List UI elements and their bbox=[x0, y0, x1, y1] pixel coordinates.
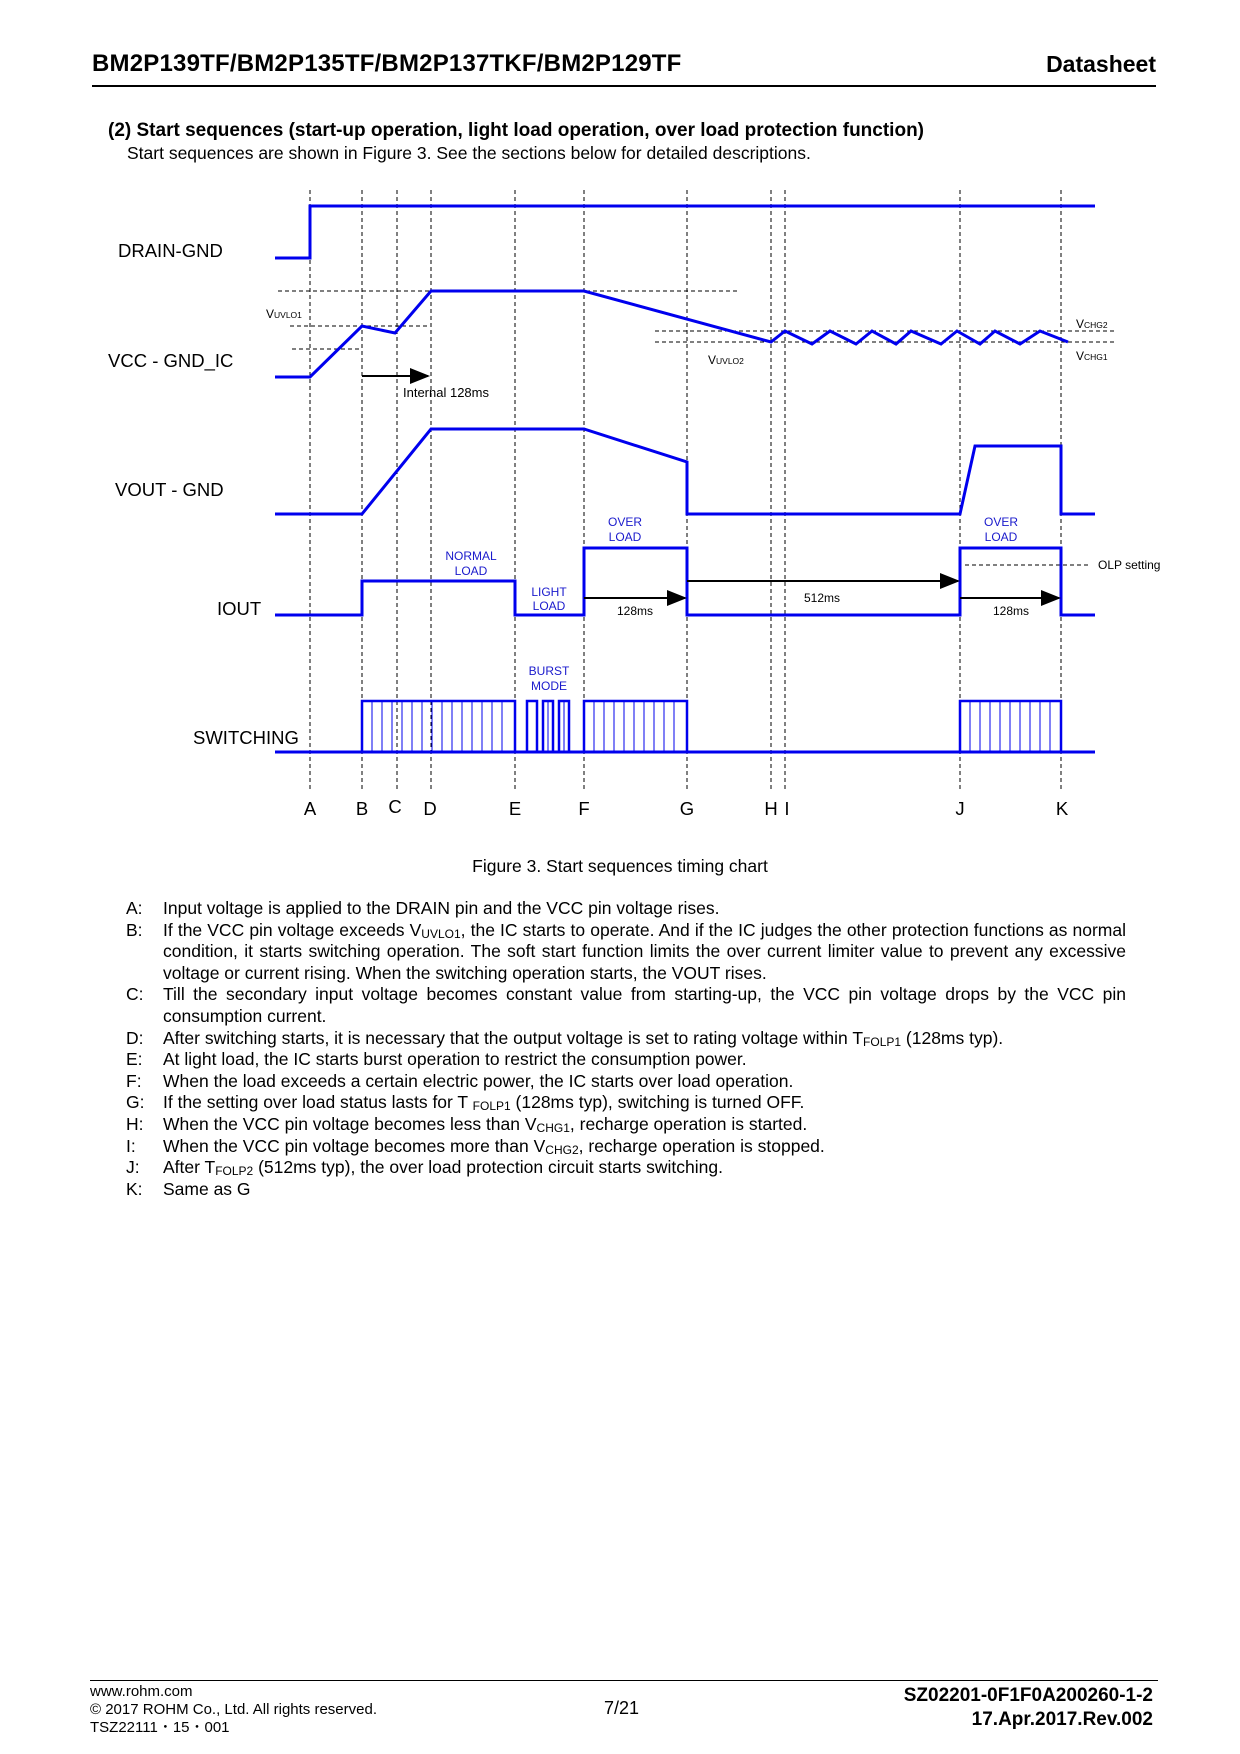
footer-copyright: © 2017 ROHM Co., Ltd. All rights reserved. bbox=[90, 1701, 377, 1718]
sequence-step bbox=[126, 1114, 1126, 1136]
label-over-load-1a: OVER bbox=[607, 515, 643, 529]
figure-caption: Figure 3. Start sequences timing chart bbox=[472, 856, 768, 876]
sequence-step bbox=[126, 1071, 1126, 1093]
label-timer-128ms-2: 128ms bbox=[993, 604, 1030, 618]
vcc-trace bbox=[275, 291, 1068, 377]
footer-right bbox=[904, 1684, 1153, 1732]
sequence-step-text bbox=[163, 1092, 1126, 1114]
text-run: When the VCC pin voltage becomes less than V bbox=[163, 1113, 537, 1134]
label-normal-load-2: LOAD bbox=[454, 564, 488, 578]
sequence-step bbox=[126, 920, 1126, 985]
text-run: After T bbox=[163, 1157, 216, 1178]
marker-c: C bbox=[388, 796, 402, 817]
text-run: When the load exceeds a certain electric power, the IC starts over load operation. bbox=[163, 1070, 794, 1091]
sequence-step-text bbox=[163, 1049, 1126, 1071]
subscript: FOLP1 bbox=[863, 1034, 902, 1049]
text-run: , recharge operation is started. bbox=[569, 1113, 808, 1134]
text-run: , the IC starts to operate. And if the IC judges the other protection functions as normal condition, it starts switching operation. The soft start function limits the over current limiter value to prevent any excessive voltage or current rising. When the switching operation starts, the VOUT rises. bbox=[163, 919, 1127, 983]
section-intro: Start sequences are shown in Figure 3. See the sections below for detailed descriptions. bbox=[127, 143, 811, 163]
sequence-step-label: K: bbox=[126, 1178, 143, 1199]
marker-e: E bbox=[508, 798, 522, 819]
footer-revision: 17.Apr.2017.Rev.002 bbox=[971, 1709, 1153, 1730]
sequence-step bbox=[126, 1049, 1126, 1071]
sequence-step-text bbox=[163, 898, 1126, 920]
datasheet-header-title: BM2P139TF/BM2P135TF/BM2P137TKF/BM2P129TF bbox=[92, 50, 682, 77]
text-run: If the setting over load status lasts for T bbox=[163, 1092, 473, 1113]
text-run: , recharge operation is stopped. bbox=[578, 1135, 825, 1156]
subscript: CHG2 bbox=[545, 1142, 579, 1157]
label-over-load-2b: LOAD bbox=[984, 530, 1018, 544]
sequence-step-text bbox=[163, 1114, 1126, 1136]
label-timer-512ms: 512ms bbox=[804, 591, 841, 605]
sequence-step-text bbox=[163, 1028, 1126, 1050]
sequence-step-text bbox=[163, 920, 1126, 985]
footer-website[interactable]: www.rohm.com bbox=[90, 1683, 193, 1700]
page-number: 7/21 bbox=[604, 1698, 640, 1718]
switching-burst-2 bbox=[584, 701, 687, 752]
drain-gnd-trace bbox=[275, 206, 1095, 258]
label-normal-load-1: NORMAL bbox=[445, 549, 497, 563]
marker-g: G bbox=[679, 798, 695, 819]
vout-trace bbox=[275, 429, 1095, 514]
sequence-step bbox=[126, 1028, 1126, 1050]
subscript: FOLP1 bbox=[472, 1099, 511, 1114]
sequence-description-list bbox=[126, 898, 1126, 1200]
sequence-step-label: C: bbox=[126, 984, 144, 1005]
subscript: CHG1 bbox=[536, 1120, 570, 1135]
label-vcc-gnd-ic: VCC - GND_IC bbox=[108, 350, 234, 371]
label-over-load-1b: LOAD bbox=[608, 530, 642, 544]
label-vchg2: VCHG2 bbox=[1076, 317, 1108, 331]
switching-burst-1 bbox=[362, 701, 515, 752]
label-over-load-2a: OVER bbox=[983, 515, 1019, 529]
label-timer-128ms-1: 128ms bbox=[617, 604, 654, 618]
label-vout-gnd: VOUT - GND bbox=[115, 479, 224, 500]
sequence-step-label: A: bbox=[126, 898, 143, 918]
sequence-step-text bbox=[163, 1136, 1126, 1158]
label-vchg1: VCHG1 bbox=[1076, 349, 1108, 363]
label-internal-128ms: Internal 128ms bbox=[403, 385, 489, 400]
subscript: UVLO1 bbox=[421, 926, 461, 941]
text-run: Same as G bbox=[163, 1178, 251, 1199]
label-drain-gnd: DRAIN-GND bbox=[118, 240, 223, 261]
sequence-step bbox=[126, 1092, 1126, 1114]
footer-doc-id: SZ02201-0F1F0A200260-1-2 bbox=[903, 1685, 1153, 1706]
sequence-step-label: I: bbox=[126, 1135, 136, 1156]
subscript: FOLP2 bbox=[215, 1164, 254, 1179]
marker-j: J bbox=[955, 798, 965, 819]
sequence-step-label: F: bbox=[126, 1070, 142, 1091]
sequence-step-text bbox=[163, 1071, 1126, 1093]
footer-left bbox=[90, 1683, 377, 1737]
text-run: If the VCC pin voltage exceeds V bbox=[163, 919, 422, 940]
text-run: After switching starts, it is necessary that the output voltage is set to rating voltage within T bbox=[163, 1027, 864, 1048]
text-run: (512ms typ), the over load protection circuit starts switching. bbox=[253, 1157, 723, 1178]
label-burst-mode-2: MODE bbox=[531, 679, 567, 693]
sequence-step bbox=[126, 898, 1126, 920]
section-title: (2) Start sequences (start-up operation, light load operation, over load protection function) bbox=[108, 120, 924, 141]
text-run: Till the secondary input voltage becomes constant value from starting-up, the VCC pin voltage drops by the VCC pin consumption current. bbox=[163, 984, 1126, 1026]
sequence-step-label: E: bbox=[126, 1049, 143, 1070]
text-run: Input voltage is applied to the DRAIN pin and the VCC pin voltage rises. bbox=[163, 898, 720, 918]
sequence-step bbox=[126, 1157, 1126, 1179]
text-run: (128ms typ), switching is turned OFF. bbox=[510, 1092, 805, 1113]
sequence-step-label: J: bbox=[126, 1157, 140, 1178]
sequence-step bbox=[126, 1136, 1126, 1158]
switching-burst-3 bbox=[960, 701, 1061, 752]
marker-f: F bbox=[578, 798, 590, 819]
sequence-step-text bbox=[163, 1179, 1126, 1201]
sequence-step-label: H: bbox=[126, 1113, 144, 1134]
sequence-step-label: B: bbox=[126, 919, 143, 940]
datasheet-label: Datasheet bbox=[1046, 51, 1156, 77]
sequence-step bbox=[126, 1179, 1126, 1201]
sequence-step-text bbox=[163, 984, 1126, 1027]
marker-d: D bbox=[423, 798, 437, 819]
label-switching: SWITCHING bbox=[193, 727, 299, 748]
label-iout: IOUT bbox=[217, 598, 262, 619]
marker-b: B bbox=[355, 798, 369, 819]
label-olp-setting: OLP setting bbox=[1098, 558, 1161, 572]
marker-a: A bbox=[303, 798, 317, 819]
text-run: (128ms typ). bbox=[901, 1027, 1004, 1048]
footer-tsz: TSZ22111・15・001 bbox=[90, 1719, 230, 1736]
switching-burst-mode bbox=[527, 701, 569, 752]
text-run: When the VCC pin voltage becomes more than V bbox=[163, 1135, 546, 1156]
sequence-step-text bbox=[163, 1157, 1126, 1179]
marker-h: H bbox=[764, 798, 778, 819]
timing-chart bbox=[0, 0, 1240, 840]
label-vuvlo1: VUVLO1 bbox=[266, 307, 302, 321]
marker-i: I bbox=[784, 798, 790, 819]
label-light-load-2: LOAD bbox=[532, 599, 566, 613]
label-vuvlo2: VUVLO2 bbox=[708, 353, 744, 367]
label-light-load-1: LIGHT bbox=[531, 585, 567, 599]
sequence-step-label: G: bbox=[126, 1092, 145, 1113]
iout-trace bbox=[275, 548, 1095, 615]
sequence-step bbox=[126, 984, 1126, 1027]
marker-k: K bbox=[1055, 798, 1069, 819]
footer-rule bbox=[90, 1680, 1158, 1681]
label-burst-mode-1: BURST bbox=[528, 664, 570, 678]
text-run: At light load, the IC starts burst operation to restrict the consumption power. bbox=[163, 1049, 747, 1070]
sequence-step-label: D: bbox=[126, 1027, 144, 1048]
